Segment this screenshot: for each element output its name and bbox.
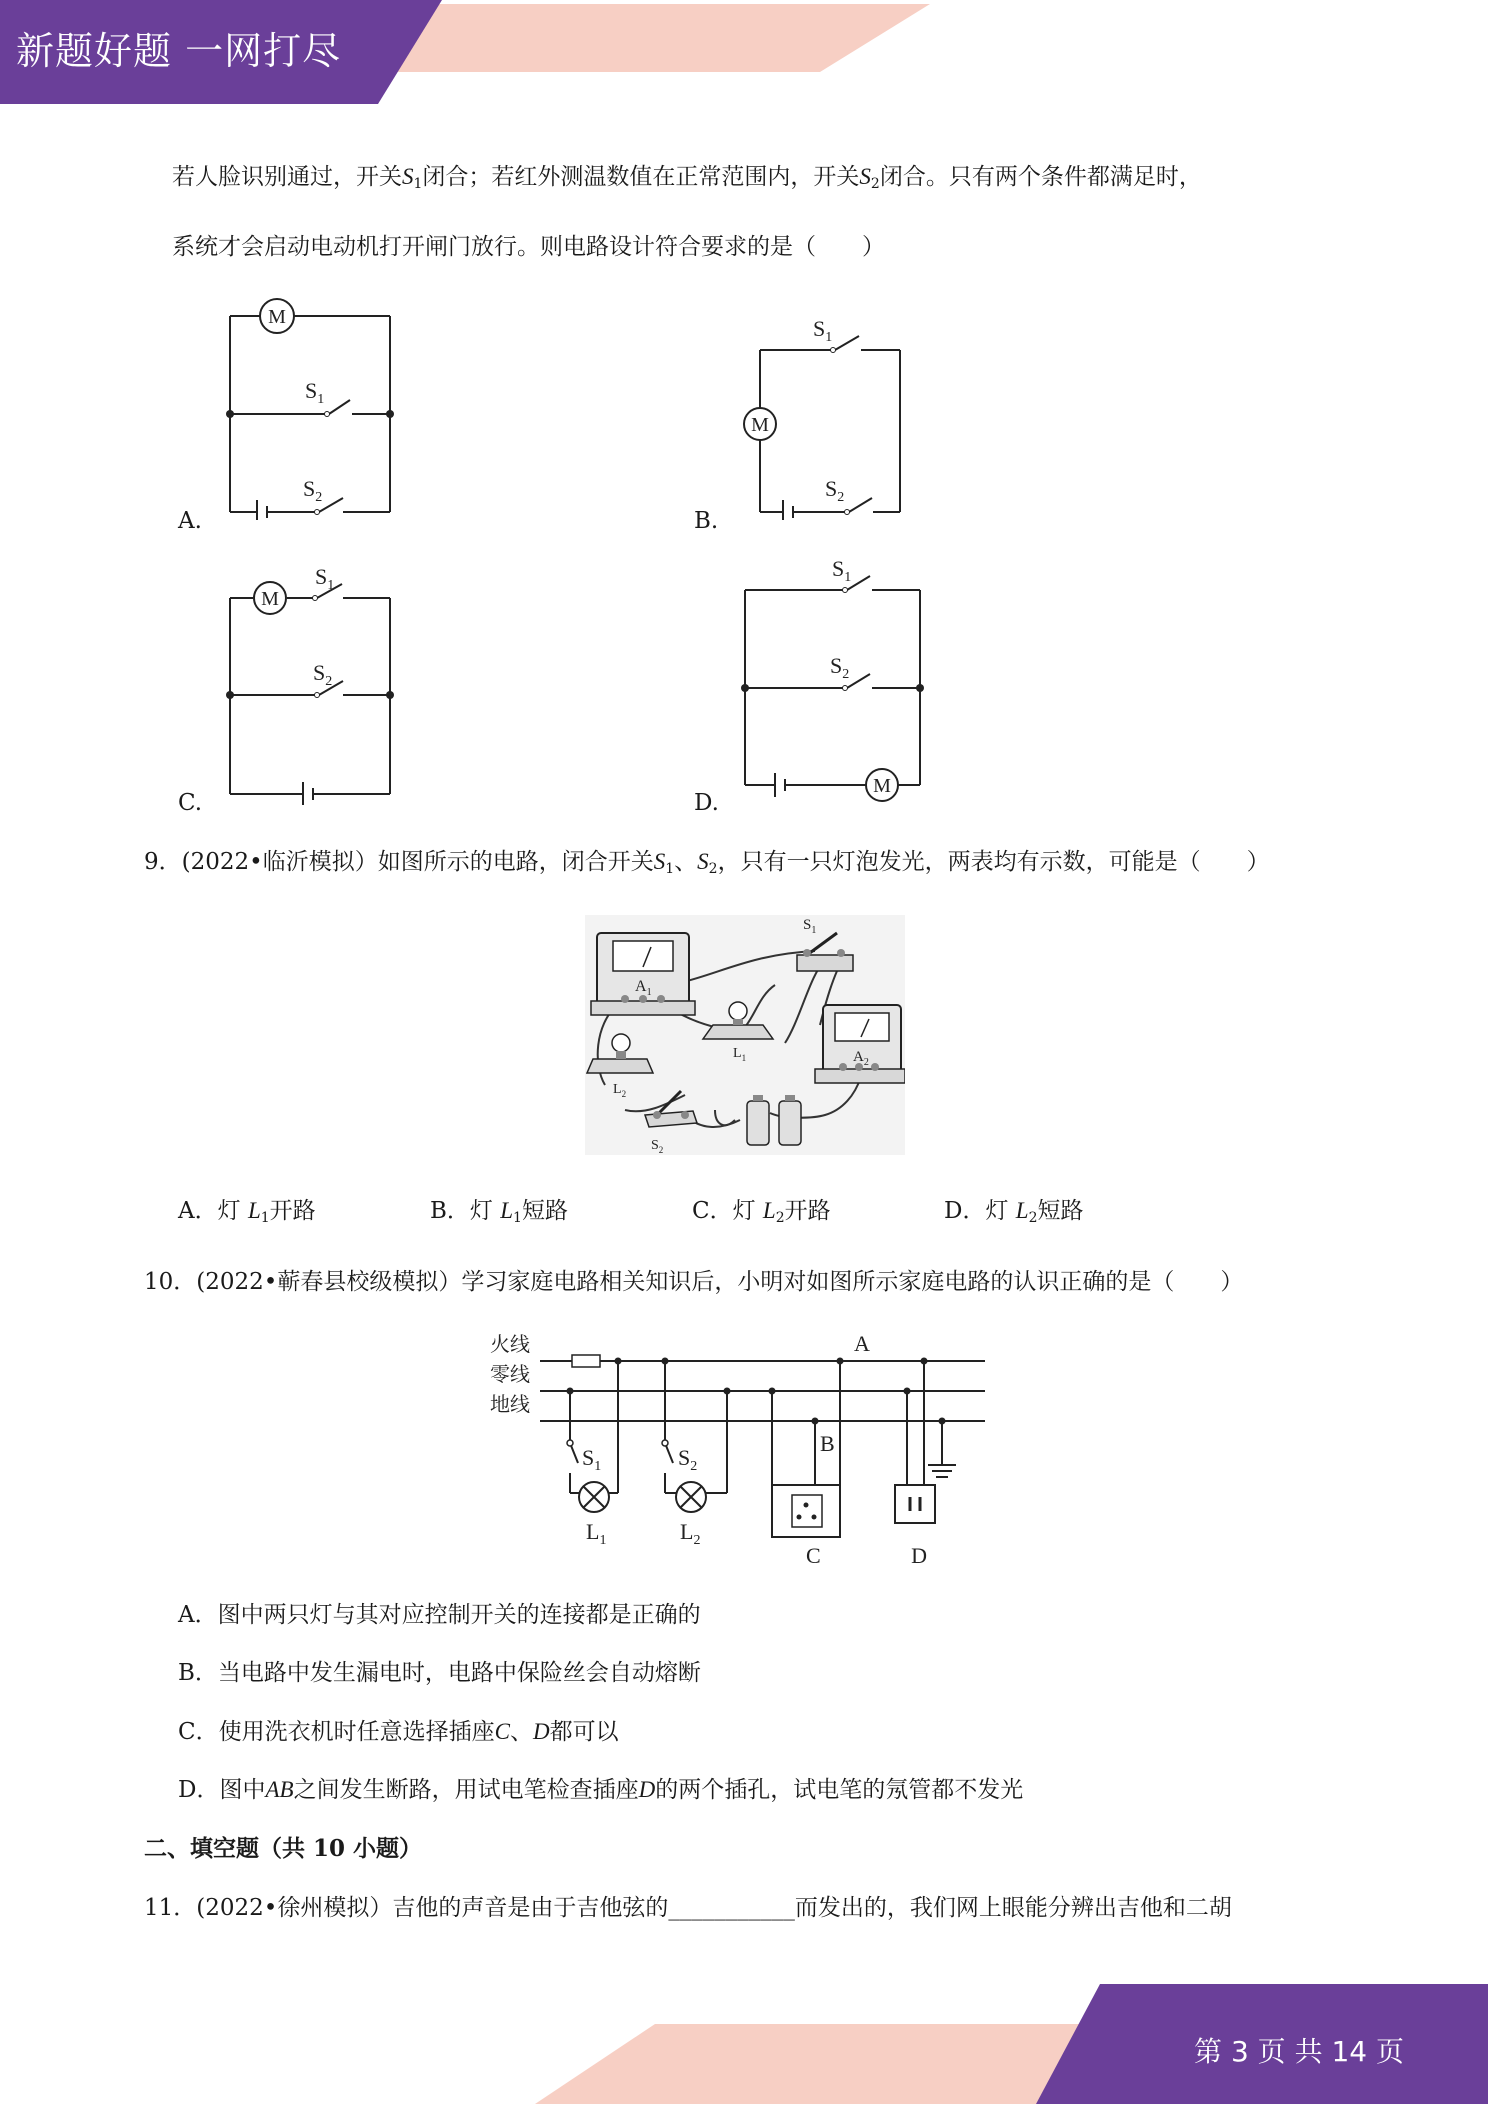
q9-option-c: C．灯 $L_2$开路 bbox=[692, 1198, 831, 1226]
svg-text:C: C bbox=[806, 1543, 821, 1568]
q8-circuit-a bbox=[215, 290, 415, 520]
q8-stem-line1: 若人脸识别通过，开关$S_1$闭合；若红外测温数值在正常范围内，开关$S_2$闭合。只有两个条件都满足时， bbox=[172, 164, 1202, 192]
svg-text:S2: $S_2$ bbox=[303, 476, 323, 505]
q10-option-a: A．图中两只灯与其对应控制开关的连接都是正确的 bbox=[178, 1602, 701, 1628]
q10-option-b: B．当电路中发生漏电时，电路中保险丝会自动熔断 bbox=[178, 1660, 701, 1686]
q8-option-a-label: A. bbox=[178, 508, 202, 534]
q10-option-d: D．图中AB之间发生断路，用试电笔检查插座D的两个插孔，试电笔的氖管都不发光 bbox=[178, 1777, 1024, 1803]
svg-text:A: A bbox=[854, 1331, 870, 1356]
svg-text:S1: $S_1$ bbox=[832, 556, 852, 585]
svg-text:D: D bbox=[911, 1543, 927, 1568]
q9-option-a: A．灯 $L_1$开路 bbox=[178, 1198, 316, 1226]
svg-text:L2: $L_2$ bbox=[613, 1082, 627, 1099]
q11-stem: 11．(2022•徐州模拟）吉他的声音是由于吉他弦的___________而发出的，我们网上眼能分辨出吉他和二胡 bbox=[144, 1895, 1232, 1921]
svg-text:S1: $S_1$ bbox=[803, 917, 817, 936]
q8-circuit-b bbox=[735, 310, 935, 520]
svg-text:S1: $S_1$ bbox=[582, 1445, 602, 1474]
svg-text:L2: $L_2$ bbox=[680, 1519, 701, 1548]
svg-text:S2: $S_2$ bbox=[678, 1445, 698, 1474]
svg-text:B: B bbox=[820, 1431, 835, 1456]
svg-text:S1: $S_1$ bbox=[305, 378, 325, 407]
svg-text:地线: 地线 bbox=[490, 1394, 530, 1416]
q8-option-c-label: C. bbox=[178, 790, 203, 816]
q9-option-b: B．灯 $L_1$短路 bbox=[430, 1198, 568, 1226]
svg-text:M: M bbox=[873, 775, 891, 797]
svg-text:S2: $S_2$ bbox=[651, 1138, 664, 1155]
page-number: 第 3 页 共 14 页 bbox=[1194, 2035, 1404, 2068]
q8-circuit-d bbox=[730, 555, 945, 805]
ammeter-a1 bbox=[591, 933, 695, 1015]
q10-household-circuit bbox=[490, 1325, 1010, 1570]
q9-circuit-photo bbox=[585, 915, 905, 1155]
svg-text:M: M bbox=[261, 588, 279, 610]
svg-text:L1: $L_1$ bbox=[586, 1519, 607, 1548]
q8-circuit-c bbox=[215, 560, 415, 805]
svg-text:A2: $A_2$ bbox=[853, 1049, 869, 1068]
svg-text:S2: $S_2$ bbox=[825, 476, 845, 505]
svg-text:A1: $A_1$ bbox=[635, 978, 652, 998]
q8-option-d-label: D. bbox=[694, 790, 719, 816]
svg-text:M: M bbox=[751, 414, 769, 436]
q9-stem: 9．(2022•临沂模拟）如图所示的电路，闭合开关$S_1$、$S_2$，只有一只灯泡发光，两表均有示数，可能是（ ） bbox=[144, 849, 1270, 877]
q9-option-d: D．灯 $L_2$短路 bbox=[944, 1198, 1084, 1226]
section-title: 二、填空题（共 10 小题） bbox=[144, 1835, 423, 1862]
ammeter-a2 bbox=[815, 1005, 905, 1083]
svg-text:S2: $S_2$ bbox=[313, 660, 333, 689]
svg-text:S1: $S_1$ bbox=[315, 564, 335, 593]
q8-option-b-label: B. bbox=[694, 508, 719, 534]
svg-text:零线: 零线 bbox=[490, 1364, 530, 1386]
svg-text:S2: $S_2$ bbox=[830, 653, 850, 682]
q8-stem-line2: 系统才会启动电动机打开闸门放行。则电路设计符合要求的是（ ） bbox=[172, 234, 885, 260]
svg-text:M: M bbox=[268, 306, 286, 328]
answer-blank: ___________ bbox=[668, 1895, 795, 1921]
q10-option-c: C．使用洗衣机时任意选择插座C、D都可以 bbox=[178, 1719, 619, 1745]
svg-text:火线: 火线 bbox=[490, 1334, 530, 1356]
svg-text:L1: $L_1$ bbox=[733, 1046, 747, 1063]
q10-stem: 10．(2022•蕲春县校级模拟）学习家庭电路相关知识后，小明对如图所示家庭电路的认识正确的是（ ） bbox=[144, 1269, 1244, 1295]
header-title: 新题好题 一网打尽 bbox=[16, 29, 342, 73]
svg-text:S1: $S_1$ bbox=[813, 316, 833, 345]
